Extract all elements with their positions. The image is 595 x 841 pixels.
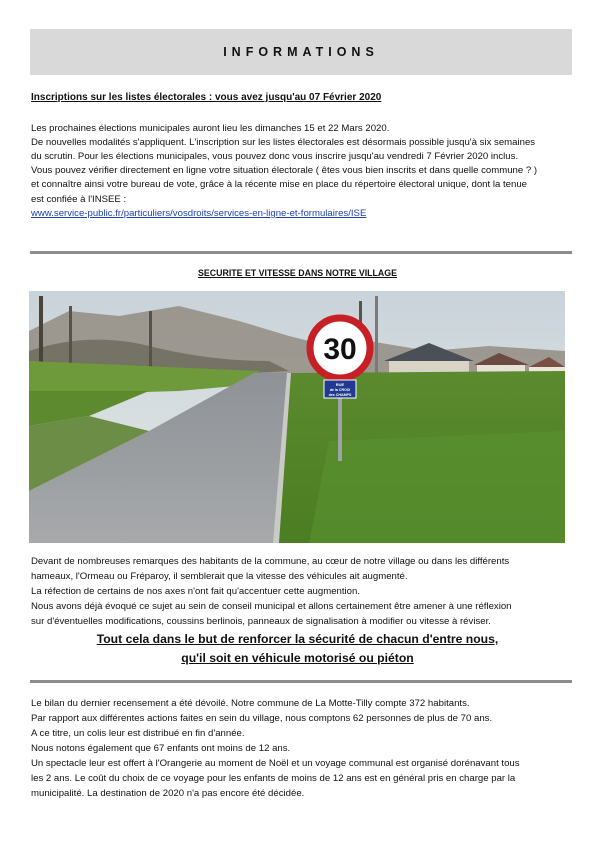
securite-line: La réfection de certains de nos axes n'ont fait qu'accentuer cette augmention. xyxy=(31,586,360,597)
section-divider xyxy=(30,680,572,683)
elections-line: et connaître ainsi votre bureau de vote, grâce à la récente mise en place du répertoire électoral unique, dont la tenue xyxy=(31,179,527,190)
street-sign-line: RUE xyxy=(335,382,345,387)
elections-link-line xyxy=(31,207,571,221)
road-photo xyxy=(29,291,565,543)
recensement-line: A ce titre, un colis leur est distribué en fin d'année. xyxy=(31,728,245,739)
road-scene-illustration xyxy=(29,291,565,543)
emphasis-line: Tout cela dans le but de renforcer la sécurité de chacun d'entre nous, xyxy=(96,632,499,646)
recensement-line: les 2 ans. Le coût du choix de ce voyage pour les enfants de moins de 12 ans est en général pris en charge par la xyxy=(31,773,516,784)
street-sign-line: de la CROIX xyxy=(329,388,351,392)
elections-title: Inscriptions sur les listes électorales : vous avez jusqu'au 07 Février 2020 xyxy=(31,92,382,103)
securite-title: SECURITE ET VITESSE DANS NOTRE VILLAGE xyxy=(198,268,397,278)
elections-line: Vous pouvez vérifier directement en ligne votre situation électorale ( êtes vous bien inscrits et dans quelle commune ? ) xyxy=(31,165,538,176)
elections-line: Les prochaines élections municipales auront lieu les dimanches 15 et 22 Mars 2020. xyxy=(31,123,390,134)
recensement-line: Par rapport aux différentes actions faites en sein du village, nous comptons 62 personnes de plus de 70 ans. xyxy=(31,713,493,724)
street-sign-line: des CHAMPS xyxy=(328,393,352,397)
emphasis-line: qu'il soit en véhicule motorisé ou piéton xyxy=(181,651,414,665)
securite-line: hameaux, l'Ormeau ou Fréparoy, il semblerait que la vitesse des véhicules ait augmenté. xyxy=(31,571,408,582)
recensement-line: Un spectacle leur est offert à l'Orangerie au moment de Noël et un voyage communal est organisé dorénavant tous xyxy=(31,758,520,769)
recensement-line: municipalité. La destination de 2020 n'a pas encore été décidée. xyxy=(31,788,305,799)
elections-line: est confiée à l'INSEE : xyxy=(31,194,127,205)
header-banner xyxy=(30,29,572,75)
securite-line: Devant de nombreuses remarques des habitants de la commune, au cœur de notre village ou dans les différents xyxy=(31,556,510,567)
elections-line: De nouvelles modalités s'appliquent. L'inscription sur les listes électorales est désormais possible jusqu'à six semaines xyxy=(31,137,536,148)
insee-link[interactable]: www.service-public.fr/particuliers/vosdroits/services-en-ligne-et-formulaires/ISE xyxy=(31,208,367,219)
securite-line: sur d'éventuelles modifications, coussins berlinois, panneaux de signalisation à modifier ou vitesse à réviser. xyxy=(31,616,491,627)
section-divider xyxy=(30,251,572,254)
elections-line: du scrutin. Pour les élections municipales, vous pouvez donc vous inscrire jusqu'au vendredi 7 Février 2020 inclus. xyxy=(31,151,519,162)
speed-limit-value: 30 xyxy=(323,333,357,366)
page-title: INFORMATIONS xyxy=(223,45,379,59)
recensement-line: Nous notons également que 67 enfants ont moins de 12 ans. xyxy=(31,743,291,754)
securite-line: Nous avons déjà évoqué ce sujet au sein de conseil municipal et allons certainement être amener à une réflexion xyxy=(31,601,512,612)
recensement-line: Le bilan du dernier recensement a été dévoilé. Notre commune de La Motte-Tilly compte 372 habitants. xyxy=(31,698,470,709)
